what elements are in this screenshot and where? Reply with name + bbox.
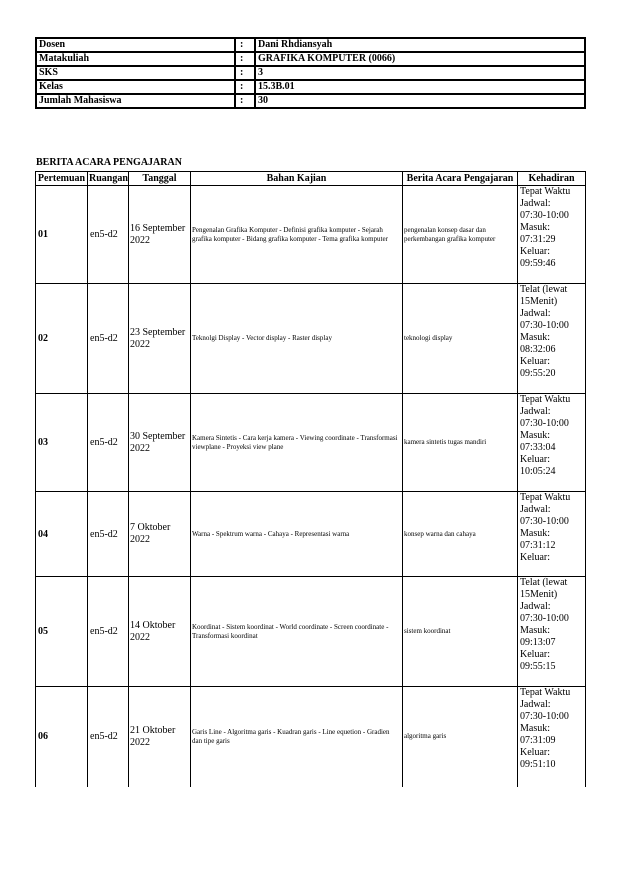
meeting-number: 01 (36, 186, 88, 284)
bahan-kajian: Kamera Sintetis - Cara kerja kamera - Viewing coordinate - Transformasi viewplane - Proyeksi view plane (191, 394, 403, 492)
date: 23 September 2022 (129, 284, 191, 394)
kehadiran: Tepat Waktu Jadwal: 07:30-10:00 Masuk: 07:31:09 Keluar: 09:51:10 (518, 687, 586, 787)
berita-acara: teknologi display (403, 284, 518, 394)
table-row (36, 186, 586, 284)
room: en5-d2 (88, 394, 129, 492)
info-separator: : (235, 66, 255, 80)
room: en5-d2 (88, 186, 129, 284)
header-tanggal: Tanggal (129, 172, 191, 186)
table-row (36, 687, 586, 787)
bahan-kajian: Warna - Spektrum warna - Cahaya - Representasi warna (191, 492, 403, 577)
berita-acara: konsep warna dan cahaya (403, 492, 518, 577)
section-title: BERITA ACARA PENGAJARAN (36, 157, 182, 168)
info-row-matakuliah (36, 52, 585, 66)
info-label: Jumlah Mahasiswa (36, 94, 235, 108)
info-label: SKS (36, 66, 235, 80)
kehadiran: Telat (lewat 15Menit) Jadwal: 07:30-10:00 Masuk: 08:32:06 Keluar: 09:55:20 (518, 284, 586, 394)
table-row (36, 394, 586, 492)
berita-acara: pengenalan konsep dasar dan perkembangan grafika komputer (403, 186, 518, 284)
berita-acara: kamera sintetis tugas mandiri (403, 394, 518, 492)
date: 21 Oktober 2022 (129, 687, 191, 787)
header-kehadiran: Kehadiran (518, 172, 586, 186)
date: 16 September 2022 (129, 186, 191, 284)
meeting-number: 05 (36, 577, 88, 687)
berita-acara: sistem koordinat (403, 577, 518, 687)
date: 14 Oktober 2022 (129, 577, 191, 687)
kehadiran: Tepat Waktu Jadwal: 07:30-10:00 Masuk: 07:31:29 Keluar: 09:59:46 (518, 186, 586, 284)
info-separator: : (235, 94, 255, 108)
info-row-kelas (36, 80, 585, 94)
header-bahan-kajian: Bahan Kajian (191, 172, 403, 186)
teaching-report-table (35, 171, 586, 787)
kehadiran: Telat (lewat 15Menit) Jadwal: 07:30-10:00 Masuk: 09:13:07 Keluar: 09:55:15 (518, 577, 586, 687)
bahan-kajian: Teknolgi Display - Vector display - Raster display (191, 284, 403, 394)
berita-acara: algoritma garis (403, 687, 518, 787)
info-row-dosen (36, 38, 585, 52)
meeting-number: 03 (36, 394, 88, 492)
table-row (36, 492, 586, 577)
info-value: Dani Rhdiansyah (255, 38, 585, 52)
header-berita-acara: Berita Acara Pengajaran (403, 172, 518, 186)
bahan-kajian: Koordinat - Sistem koordinat - World coordinate - Screen coordinate - Transformasi koordinat (191, 577, 403, 687)
date: 30 September 2022 (129, 394, 191, 492)
info-value: 30 (255, 94, 585, 108)
info-separator: : (235, 38, 255, 52)
info-row-sks (36, 66, 585, 80)
meeting-number: 02 (36, 284, 88, 394)
room: en5-d2 (88, 492, 129, 577)
info-separator: : (235, 52, 255, 66)
table-header-row (36, 172, 586, 186)
info-value: 3 (255, 66, 585, 80)
info-row-jumlah-mahasiswa (36, 94, 585, 108)
info-label: Dosen (36, 38, 235, 52)
room: en5-d2 (88, 577, 129, 687)
bahan-kajian: Garis Line - Algoritma garis - Kuadran garis - Line equetion - Gradien dan tipe garis (191, 687, 403, 787)
info-label: Matakuliah (36, 52, 235, 66)
meeting-number: 04 (36, 492, 88, 577)
date: 7 Oktober 2022 (129, 492, 191, 577)
info-label: Kelas (36, 80, 235, 94)
header-pertemuan: Pertemuan (36, 172, 88, 186)
course-info-table (35, 37, 586, 109)
header-ruangan: Ruangan (89, 173, 128, 184)
meeting-number: 06 (36, 687, 88, 787)
kehadiran: Tepat Waktu Jadwal: 07:30-10:00 Masuk: 07:31:12 Keluar: (518, 492, 586, 577)
room: en5-d2 (88, 687, 129, 787)
kehadiran: Tepat Waktu Jadwal: 07:30-10:00 Masuk: 07:33:04 Keluar: 10:05:24 (518, 394, 586, 492)
room: en5-d2 (88, 284, 129, 394)
bahan-kajian: Pengenalan Grafika Komputer - Definisi grafika komputer - Sejarah grafika komputer - Bidang grafika komputer - Tema grafika komputer (191, 186, 403, 284)
table-row (36, 577, 586, 687)
info-value: GRAFIKA KOMPUTER (0066) (255, 52, 585, 66)
info-separator: : (235, 80, 255, 94)
table-row (36, 284, 586, 394)
info-value: 15.3B.01 (255, 80, 585, 94)
